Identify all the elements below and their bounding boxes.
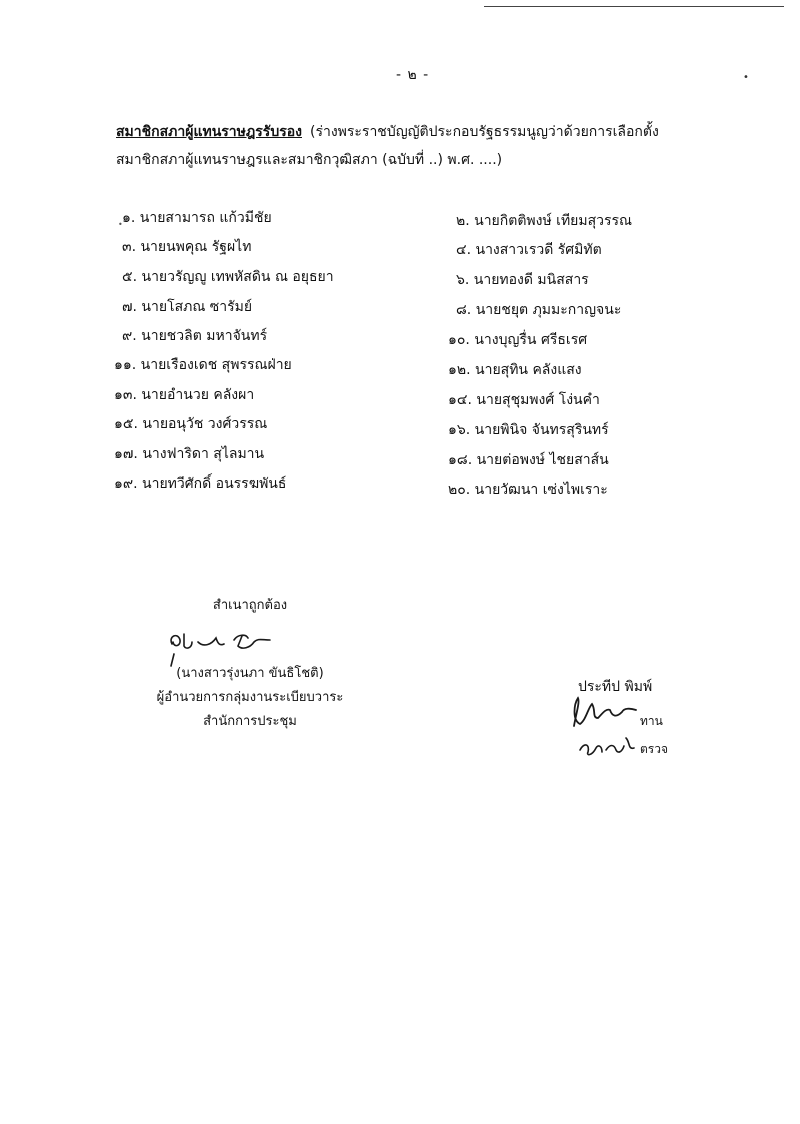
list-item: ๕. นายวรัญญู เทพหัสดิน ณ อยุธยา — [122, 269, 334, 285]
list-item: ๘. นายชยุต ภุมมะกาญจนะ — [456, 302, 622, 318]
checker-signature — [576, 732, 640, 760]
list-item: ๖. นายทองดี มนิสสาร — [456, 272, 589, 288]
scan-mark: • — [743, 72, 749, 83]
top-border-line — [484, 6, 784, 7]
scan-mark: • — [118, 220, 123, 229]
list-item: ๔. นางสาวเรวดี รัศมิทัต — [456, 242, 602, 258]
heading-line1: (ร่างพระราชบัญญัติประกอบรัฐธรรมนูญว่าด้วยการเลือกตั้ง — [309, 124, 659, 140]
certifier-position: ผู้อำนวยการกลุ่มงานระเบียบวาระ — [156, 690, 344, 705]
list-item: ๑๗. นางฟาริดา สุไลมาน — [114, 446, 265, 462]
list-item: ๑๑. นายเรืองเดช สุพรรณฝ่าย — [114, 357, 292, 373]
certified-copy-caption: สำเนาถูกต้อง — [212, 598, 288, 613]
list-item: ๑๓. นายอำนวย คลังผา — [114, 387, 255, 403]
list-item: ๓. นายนพคุณ รัฐผไท — [122, 239, 252, 255]
certifier-signature — [166, 624, 286, 668]
list-item: ๑๘. นายต่อพงษ์ ไชยสาส์น — [448, 452, 609, 468]
typist-name: ประทีป พิมพ์ — [578, 679, 653, 695]
checked-label: ตรวจ — [640, 742, 669, 756]
list-item: ๑๒. นายสุทิน คลังแสง — [448, 362, 582, 378]
list-item: ๙. นายชวลิต มหาจันทร์ — [122, 328, 268, 344]
certifier-name: (นางสาวรุ่งนภา ขันธิโชติ) — [176, 666, 324, 681]
list-item: ๑๖. นายพินิจ จันทรสุรินทร์ — [448, 422, 609, 438]
typist-signature — [566, 694, 644, 734]
list-item: ๑๙. นายทวีศักดิ์ อนรรฆพันธ์ — [114, 476, 287, 492]
heading-line2: สมาชิกสภาผู้แทนราษฎรและสมาชิกวุฒิสภา (ฉบับที่ ..) พ.ศ. ....) — [116, 152, 503, 168]
page-number: - ๒ - — [396, 67, 430, 83]
heading-title: สมาชิกสภาผู้แทนราษฎรรับรอง — [116, 124, 302, 140]
list-item: ๗. นายโสภณ ซารัมย์ — [122, 299, 253, 315]
list-item: ๑๔. นายสุชุมพงศ์ โง่นคำ — [448, 392, 600, 408]
list-item: ๒. นายกิตติพงษ์ เทียมสุวรรณ — [456, 213, 633, 229]
document-heading — [116, 118, 676, 174]
typed-label: ทาน — [640, 714, 663, 728]
list-item: ๑. นายสามารถ แก้วมีชัย — [122, 210, 272, 226]
list-item: ๒๐. นายวัฒนา เซ่งไพเราะ — [448, 482, 608, 498]
list-item: ๑๕. นายอนุวัช วงศ์วรรณ — [114, 416, 268, 432]
certifier-office: สำนักการประชุม — [203, 714, 297, 729]
list-item: ๑๐. นางบุญรื่น ศรีธเรศ — [448, 332, 588, 348]
